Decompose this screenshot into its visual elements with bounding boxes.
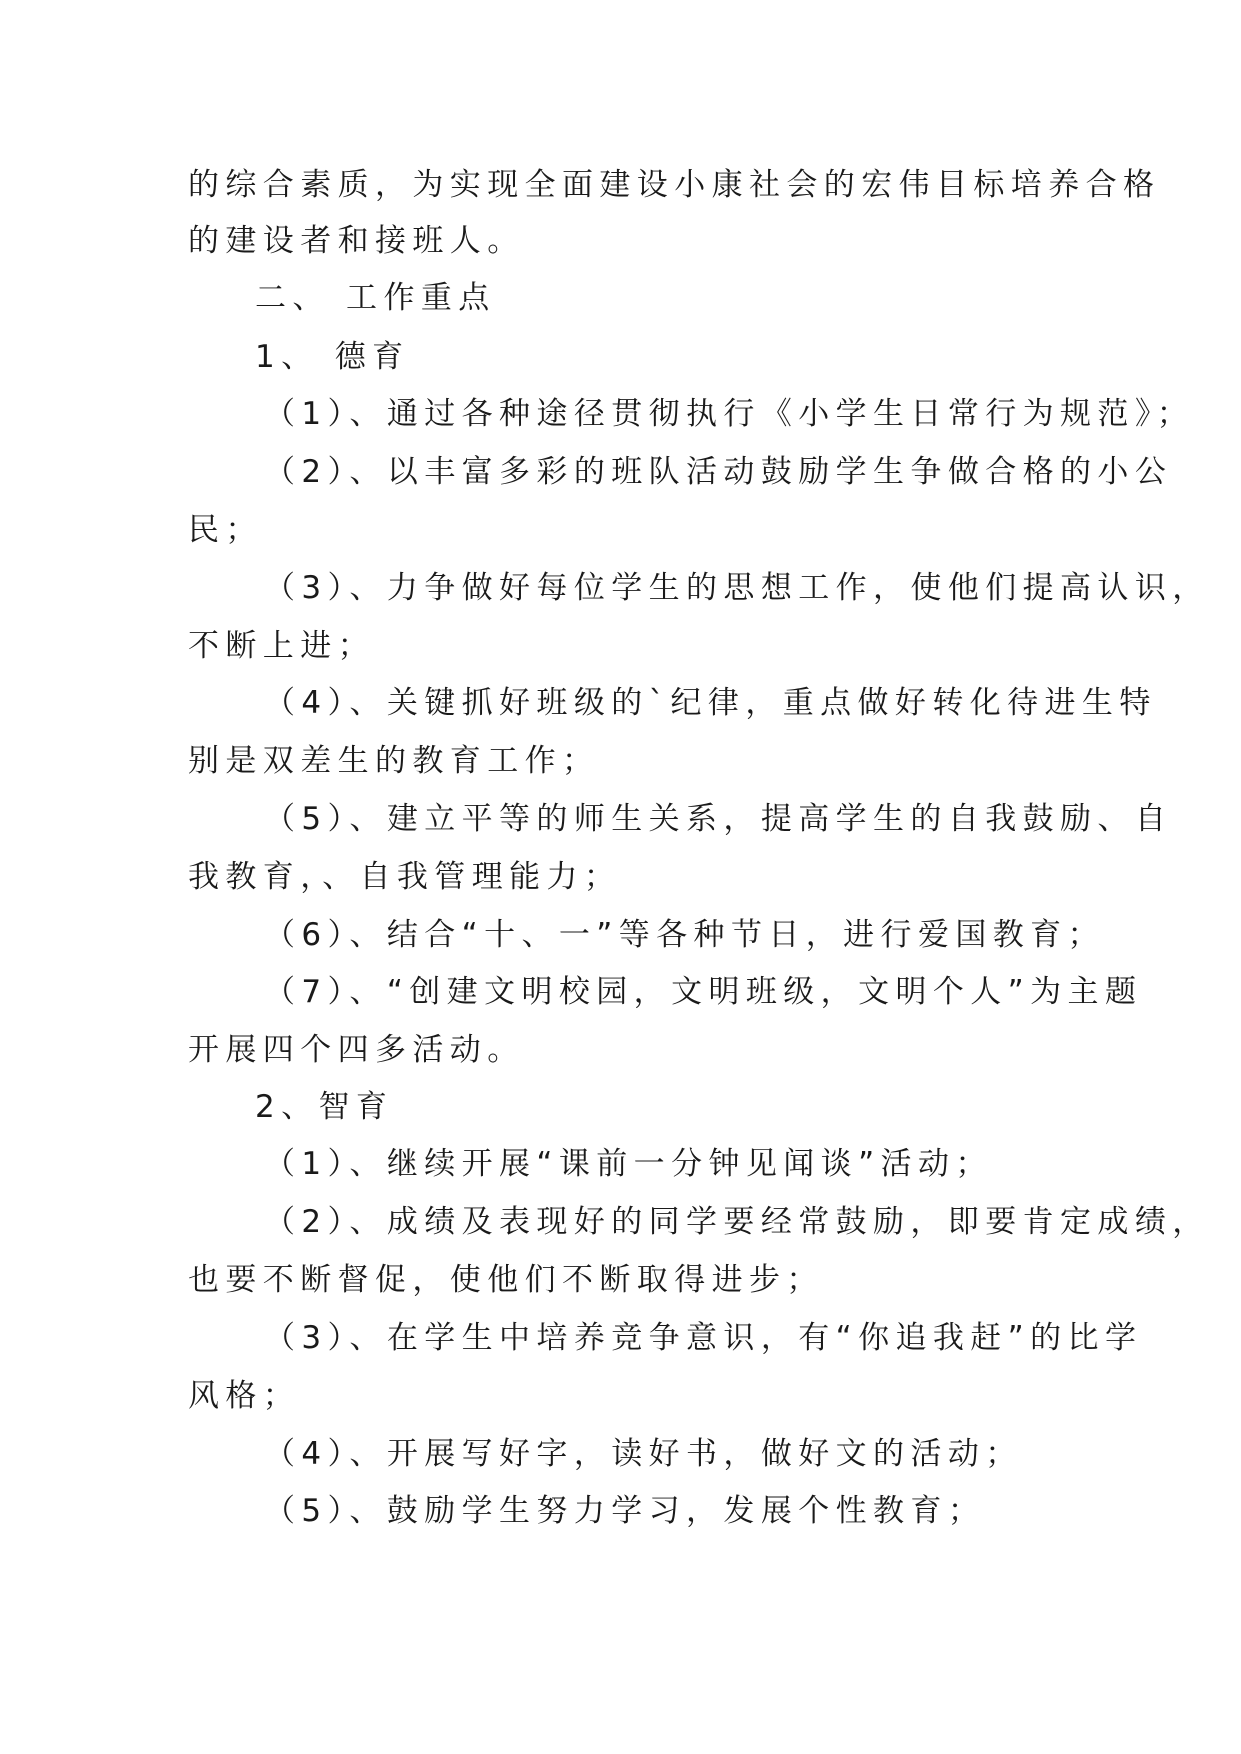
- list-item: （1）、继续开展“课前一分钟见闻谈”活动；: [264, 1146, 993, 1182]
- list-item: （1）、通过各种途径贯彻执行《小学生日常行为规范》；: [264, 396, 1195, 432]
- list-item: （5）、建立平等的师生关系，提高学生的自我鼓励、自: [264, 801, 1173, 837]
- list-item: （3）、在学生中培养竞争意识，有“你追我赶”的比学: [264, 1320, 1143, 1356]
- text-line: 开展四个四多活动。: [188, 1032, 525, 1068]
- text-line: 别是双差生的教育工作；: [188, 743, 600, 779]
- text-line: 风格；: [188, 1378, 301, 1414]
- subsection-heading: 2、智育: [255, 1089, 394, 1125]
- list-item: （4）、开展写好字，读好书，做好文的活动；: [264, 1436, 1023, 1472]
- text-line: 的综合素质，为实现全面建设小康社会的宏伟目标培养合格: [188, 167, 1161, 203]
- text-line: 我教育，、自我管理能力；: [188, 859, 622, 895]
- list-item: （2）、成绩及表现好的同学要经常鼓励，即要肯定成绩，: [264, 1204, 1210, 1240]
- section-heading: 二、 工作重点: [255, 280, 496, 316]
- text-line: 的建设者和接班人。: [188, 223, 525, 259]
- list-item: （2）、以丰富多彩的班队活动鼓励学生争做合格的小公: [264, 454, 1173, 490]
- list-item: （5）、鼓励学生努力学习，发展个性教育；: [264, 1493, 986, 1529]
- text-line: 民；: [188, 512, 263, 548]
- list-item: （7）、“创建文明校园，文明班级，文明个人”为主题: [264, 974, 1143, 1010]
- list-item: （4）、关键抓好班级的`纪律，重点做好转化待进生特: [264, 685, 1157, 721]
- list-item: （6）、结合“十、一”等各种节日，进行爱国教育；: [264, 917, 1105, 953]
- subsection-heading: 1、 德育: [255, 339, 410, 375]
- text-line: 不断上进；: [188, 628, 375, 664]
- list-item: （3）、力争做好每位学生的思想工作，使他们提高认识，: [264, 570, 1210, 606]
- text-line: 也要不断督促，使他们不断取得进步；: [188, 1262, 824, 1298]
